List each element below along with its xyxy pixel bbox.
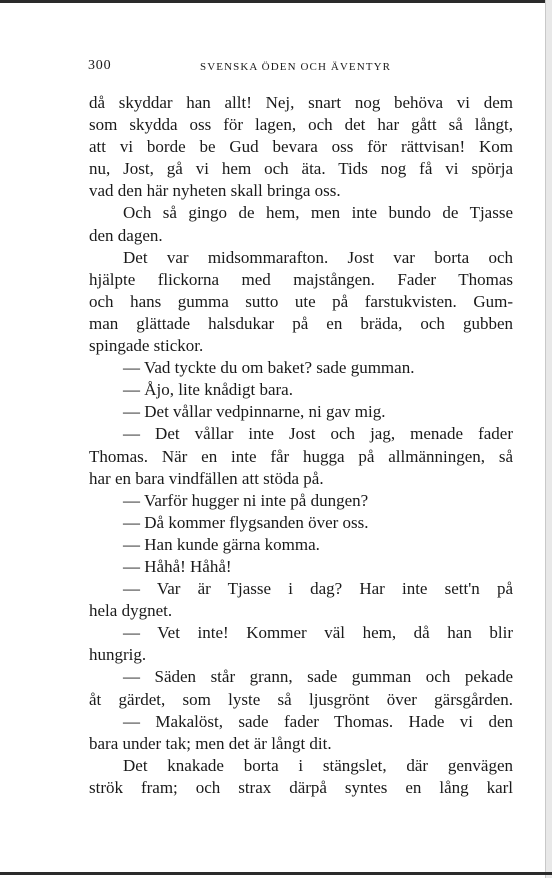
text-line: — Det vållar vedpinnarne, ni gav mig. (123, 402, 386, 422)
text-line: — Vad tyckte du om baket? sade gumman. (123, 358, 415, 378)
text-line: då skyddar han allt! Nej, snart nog behöva vi dem (89, 93, 513, 112)
right-scan-edge (545, 0, 552, 878)
text-line: åt gärdet, som lyste så ljusgrönt över gärsgården. (89, 689, 513, 709)
text-line: Det knakade borta i stängslet, där genvägen (123, 755, 513, 775)
text-line: — Säden står grann, sade gumman och pekade (123, 667, 513, 687)
top-scan-edge (0, 0, 552, 3)
text-line: spingade stickor. (89, 336, 204, 356)
text-line: hela dygnet. (89, 601, 173, 621)
text-line: — Han kunde gärna komma. (123, 534, 320, 554)
text-line: strök fram; och strax därpå syntes en lång karl (89, 777, 513, 797)
text-line: — Varför hugger ni inte på dungen? (123, 490, 369, 510)
text-line: — Då kommer flygsanden över oss. (123, 512, 369, 532)
text-line: — Var är Tjasse i dag? Har inte sett'n på (123, 579, 513, 599)
text-line: hjälpte flickorna med majstången. Fader Thomas (89, 269, 513, 289)
bottom-scan-edge (0, 872, 552, 875)
text-line: man glättade halsdukar på en bräda, och gubben (89, 313, 513, 333)
text-line: den dagen. (89, 225, 163, 245)
text-line: att vi borde be Gud bevara oss för rättvisan! Kom (89, 137, 513, 157)
text-line: Och så gingo de hem, men inte bundo de Tjasse (123, 203, 513, 223)
text-line: bara under tak; men det är långt dit. (89, 733, 332, 753)
text-line: vad den här nyheten skall bringa oss. (89, 181, 341, 201)
text-line: — Vet inte! Kommer väl hem, då han blir (123, 623, 513, 643)
text-line: — Håhå! Håhå! (123, 556, 232, 576)
text-line: och hans gumma sutto ute på farstukvisten. Gum- (89, 291, 513, 311)
text-line: Thomas. När en inte får hugga på allmänningen, så (89, 446, 513, 466)
text-line: — Det vållar inte Jost och jag, menade fader (123, 424, 513, 444)
text-line: — Åjo, lite knådigt bara. (123, 380, 293, 400)
text-line: nu, Jost, gå vi hem och äta. Tids nog få vi spörja (89, 159, 513, 179)
text-line: har en bara vindfällen att stöda på. (89, 468, 324, 488)
text-line: hungrig. (89, 645, 147, 665)
text-line: Det var midsommarafton. Jost var borta och (123, 247, 513, 267)
page-header (88, 58, 512, 76)
body-text (89, 92, 513, 799)
page-number: 300 (88, 58, 112, 73)
running-title: SVENSKA ÖDEN OCH ÄVENTYR (200, 61, 392, 73)
text-line: som skydda oss för lagen, och det har gått så långt, (89, 115, 513, 135)
text-line: — Makalöst, sade fader Thomas. Hade vi den (123, 711, 513, 731)
